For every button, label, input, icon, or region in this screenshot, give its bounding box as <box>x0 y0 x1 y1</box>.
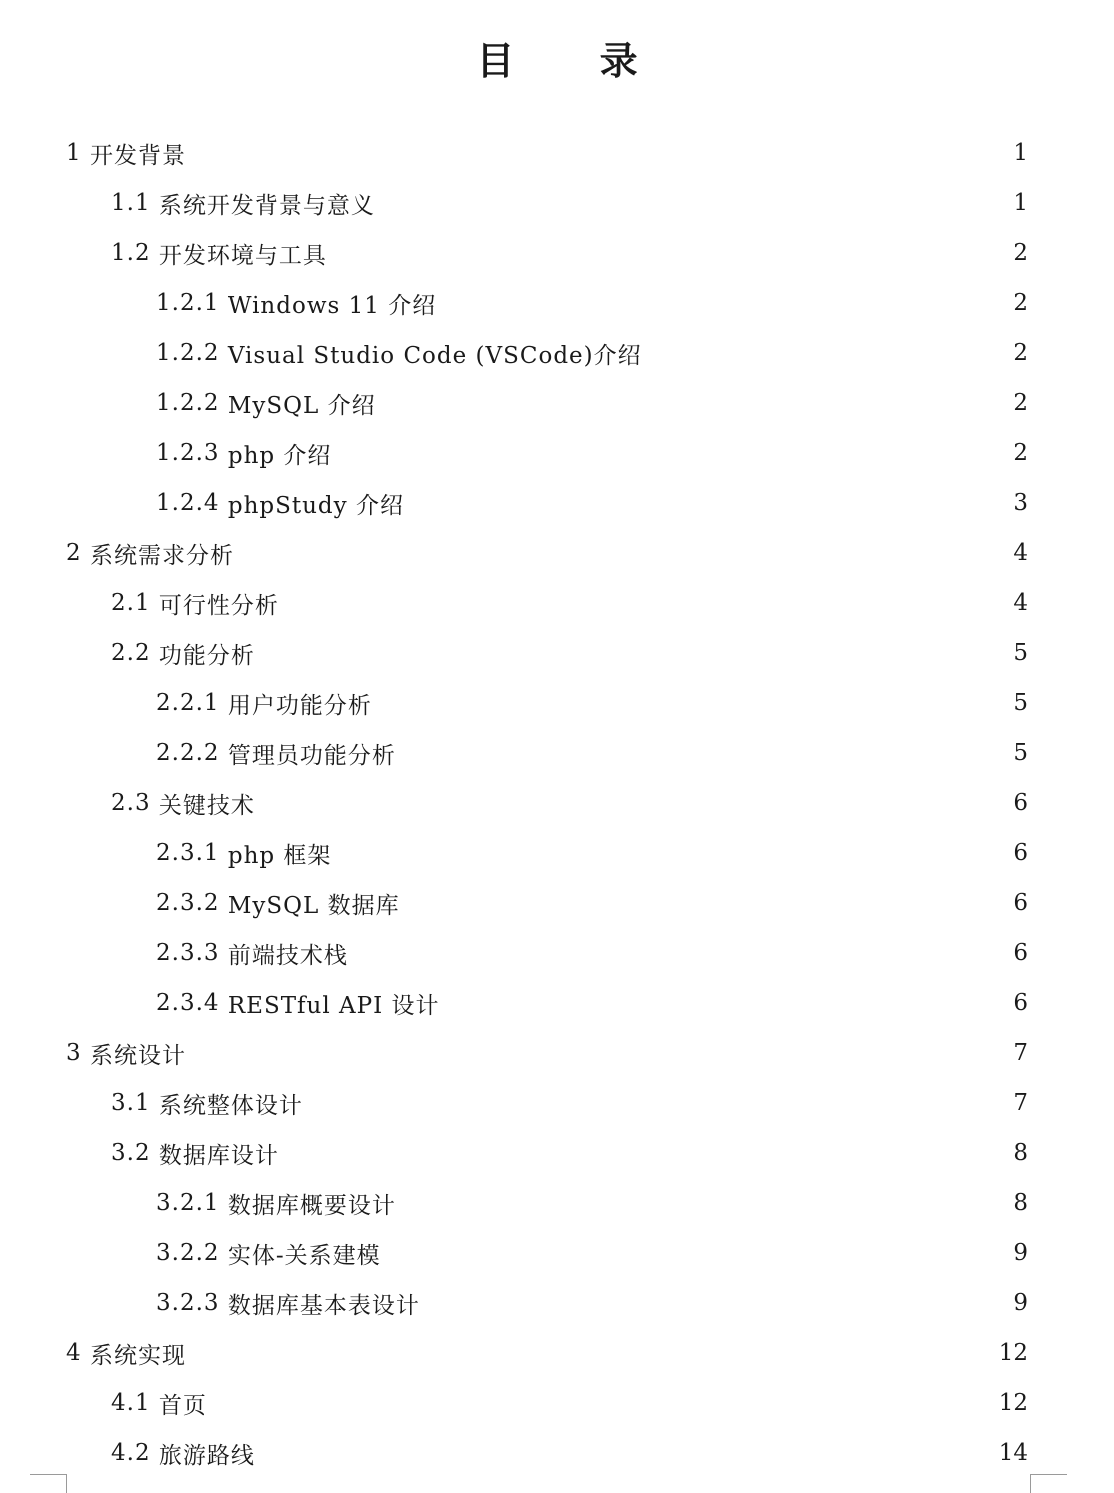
toc-entry[interactable] <box>0 428 1114 478</box>
toc-entry-number: 1.2.2 <box>156 390 228 416</box>
toc-entry-title: Windows 11 介绍 <box>227 292 437 319</box>
toc-entry-page-number: 6 <box>1013 890 1028 916</box>
toc-entry[interactable] <box>0 878 1114 928</box>
toc-dot-leader <box>213 1391 993 1415</box>
toc-entry-page-number: 5 <box>1013 740 1028 766</box>
toc-entry[interactable] <box>0 728 1114 778</box>
toc-entry-title: 可行性分析 <box>158 592 279 619</box>
toc-entry[interactable] <box>0 1228 1114 1278</box>
toc-dot-leader <box>192 1341 993 1365</box>
toc-entry-title: 系统设计 <box>89 1042 186 1069</box>
toc-entry[interactable] <box>0 378 1114 428</box>
toc-entry-page-number: 5 <box>1013 640 1028 666</box>
toc-entry-number: 3.2.2 <box>156 1240 228 1266</box>
toc-entry[interactable] <box>0 228 1114 278</box>
toc-entry-title: 数据库设计 <box>158 1142 279 1169</box>
toc-entry-number: 2.3.3 <box>156 940 228 966</box>
toc-entry-title: RESTful API 设计 <box>227 992 440 1019</box>
toc-entry-number: 2.3 <box>111 790 159 816</box>
toc-entry[interactable] <box>0 828 1114 878</box>
toc-dot-leader <box>285 591 1007 615</box>
toc-entry-number: 3.2 <box>111 1140 159 1166</box>
toc-entry-number: 2.3.4 <box>156 990 228 1016</box>
toc-entry-number: 1.2.1 <box>156 290 228 316</box>
toc-dot-leader <box>402 1191 1008 1215</box>
toc-entry-number: 2.1 <box>111 590 159 616</box>
toc-entry-title: 实体-关系建模 <box>227 1242 381 1269</box>
toc-entry-title: 关键技术 <box>158 792 255 819</box>
toc-entry[interactable] <box>0 928 1114 978</box>
toc-entry-title: php 介绍 <box>227 442 332 469</box>
toc-entry-title: 数据库基本表设计 <box>227 1292 420 1319</box>
toc-entry-title: 系统实现 <box>89 1342 186 1369</box>
toc-entry-page-number: 9 <box>1013 1290 1028 1316</box>
toc-entry-number: 4.2 <box>111 1440 159 1466</box>
toc-entry-number: 3.2.1 <box>156 1190 228 1216</box>
toc-entry-page-number: 12 <box>998 1340 1028 1366</box>
toc-entry-number: 1.2.4 <box>156 490 228 516</box>
toc-entry-number: 4.1 <box>111 1390 159 1416</box>
toc-entry-number: 1.2 <box>111 240 159 266</box>
toc-dot-leader <box>354 941 1008 965</box>
toc-entry-number: 1.2.2 <box>156 340 228 366</box>
toc-dot-leader <box>333 241 1007 265</box>
toc-dot-leader <box>337 441 1007 465</box>
toc-entry[interactable] <box>0 1278 1114 1328</box>
toc-entry-page-number: 5 <box>1013 690 1028 716</box>
toc-dot-leader <box>378 691 1008 715</box>
toc-entry[interactable] <box>0 1378 1114 1428</box>
toc-entry-page-number: 1 <box>1013 190 1028 216</box>
toc-entry-title: 首页 <box>158 1392 207 1419</box>
toc-list <box>0 128 1114 1478</box>
toc-entry-title: 系统整体设计 <box>158 1092 303 1119</box>
toc-entry-title: 系统需求分析 <box>89 542 234 569</box>
toc-entry-page-number: 12 <box>998 1390 1028 1416</box>
toc-entry-title: php 框架 <box>227 842 332 869</box>
toc-entry-title: 管理员功能分析 <box>227 742 396 769</box>
toc-dot-leader <box>261 791 1007 815</box>
toc-dot-leader <box>381 191 1007 215</box>
toc-entry-title: 数据库概要设计 <box>227 1192 396 1219</box>
toc-entry[interactable] <box>0 978 1114 1028</box>
toc-entry-number: 3 <box>66 1040 90 1066</box>
toc-entry-page-number: 1 <box>1013 140 1028 166</box>
toc-entry-page-number: 7 <box>1013 1090 1028 1116</box>
toc-entry-page-number: 6 <box>1013 790 1028 816</box>
toc-entry-page-number: 8 <box>1013 1190 1028 1216</box>
toc-entry-page-number: 14 <box>998 1440 1028 1466</box>
toc-entry-title: 旅游路线 <box>158 1442 255 1469</box>
toc-entry-page-number: 2 <box>1013 290 1028 316</box>
toc-entry-number: 2.3.2 <box>156 890 228 916</box>
toc-entry-number: 2.3.1 <box>156 840 228 866</box>
toc-entry[interactable] <box>0 478 1114 528</box>
toc-entry[interactable] <box>0 1028 1114 1078</box>
toc-entry-page-number: 8 <box>1013 1140 1028 1166</box>
toc-entry-title: 系统开发背景与意义 <box>158 192 375 219</box>
toc-entry-number: 2.2 <box>111 640 159 666</box>
toc-entry-page-number: 6 <box>1013 940 1028 966</box>
toc-entry[interactable] <box>0 1178 1114 1228</box>
toc-entry[interactable] <box>0 1328 1114 1378</box>
toc-dot-leader <box>192 1041 1007 1065</box>
toc-dot-leader <box>648 341 1008 365</box>
toc-entry[interactable] <box>0 128 1114 178</box>
toc-entry[interactable] <box>0 528 1114 578</box>
toc-entry-page-number: 3 <box>1013 490 1028 516</box>
toc-entry[interactable] <box>0 1428 1114 1478</box>
toc-entry-title: 功能分析 <box>158 642 255 669</box>
toc-dot-leader <box>382 391 1008 415</box>
toc-entry-number: 3.2.3 <box>156 1290 228 1316</box>
toc-dot-leader <box>446 991 1008 1015</box>
toc-entry-number: 2 <box>66 540 90 566</box>
toc-entry-page-number: 4 <box>1013 590 1028 616</box>
page-corner-mark-right <box>1030 1474 1067 1493</box>
toc-entry-page-number: 2 <box>1013 340 1028 366</box>
toc-entry-page-number: 2 <box>1013 390 1028 416</box>
toc-title: 目 录 <box>476 38 674 83</box>
toc-entry-title: Visual Studio Code (VSCode)介绍 <box>227 342 642 369</box>
toc-entry[interactable] <box>0 578 1114 628</box>
toc-dot-leader <box>261 641 1007 665</box>
toc-dot-leader <box>387 1241 1008 1265</box>
toc-dot-leader <box>337 841 1007 865</box>
toc-entry[interactable] <box>0 678 1114 728</box>
toc-entry[interactable] <box>0 178 1114 228</box>
toc-entry-number: 1.2.3 <box>156 440 228 466</box>
toc-dot-leader <box>402 741 1008 765</box>
toc-entry[interactable] <box>0 778 1114 828</box>
toc-dot-leader <box>442 291 1007 315</box>
toc-entry[interactable] <box>0 1078 1114 1128</box>
toc-dot-leader <box>410 491 1007 515</box>
toc-entry-number: 3.1 <box>111 1090 159 1116</box>
toc-entry-page-number: 2 <box>1013 240 1028 266</box>
toc-entry-title: 用户功能分析 <box>227 692 372 719</box>
toc-dot-leader <box>192 141 1007 165</box>
toc-entry-page-number: 4 <box>1013 540 1028 566</box>
toc-entry-number: 2.2.1 <box>156 690 228 716</box>
toc-dot-leader <box>261 1441 993 1465</box>
toc-entry-page-number: 7 <box>1013 1040 1028 1066</box>
toc-entry-page-number: 6 <box>1013 840 1028 866</box>
toc-entry[interactable] <box>0 328 1114 378</box>
toc-entry-number: 4 <box>66 1340 90 1366</box>
toc-entry-title: MySQL 介绍 <box>227 392 376 419</box>
toc-entry[interactable] <box>0 628 1114 678</box>
toc-entry-title: MySQL 数据库 <box>227 892 400 919</box>
toc-entry-title: 前端技术栈 <box>227 942 348 969</box>
toc-dot-leader <box>426 1291 1008 1315</box>
toc-entry-page-number: 6 <box>1013 990 1028 1016</box>
toc-entry[interactable] <box>0 1128 1114 1178</box>
toc-dot-leader <box>240 541 1007 565</box>
toc-dot-leader <box>309 1091 1007 1115</box>
toc-entry-page-number: 9 <box>1013 1240 1028 1266</box>
toc-entry-title: phpStudy 介绍 <box>227 492 404 519</box>
toc-entry-title: 开发环境与工具 <box>158 242 327 269</box>
toc-entry-number: 2.2.2 <box>156 740 228 766</box>
toc-entry-number: 1 <box>66 140 90 166</box>
toc-dot-leader <box>406 891 1008 915</box>
toc-entry-number: 1.1 <box>111 190 159 216</box>
page-corner-mark-left <box>30 1474 67 1493</box>
toc-entry-title: 开发背景 <box>89 142 186 169</box>
toc-dot-leader <box>285 1141 1007 1165</box>
toc-entry[interactable] <box>0 278 1114 328</box>
toc-entry-page-number: 2 <box>1013 440 1028 466</box>
